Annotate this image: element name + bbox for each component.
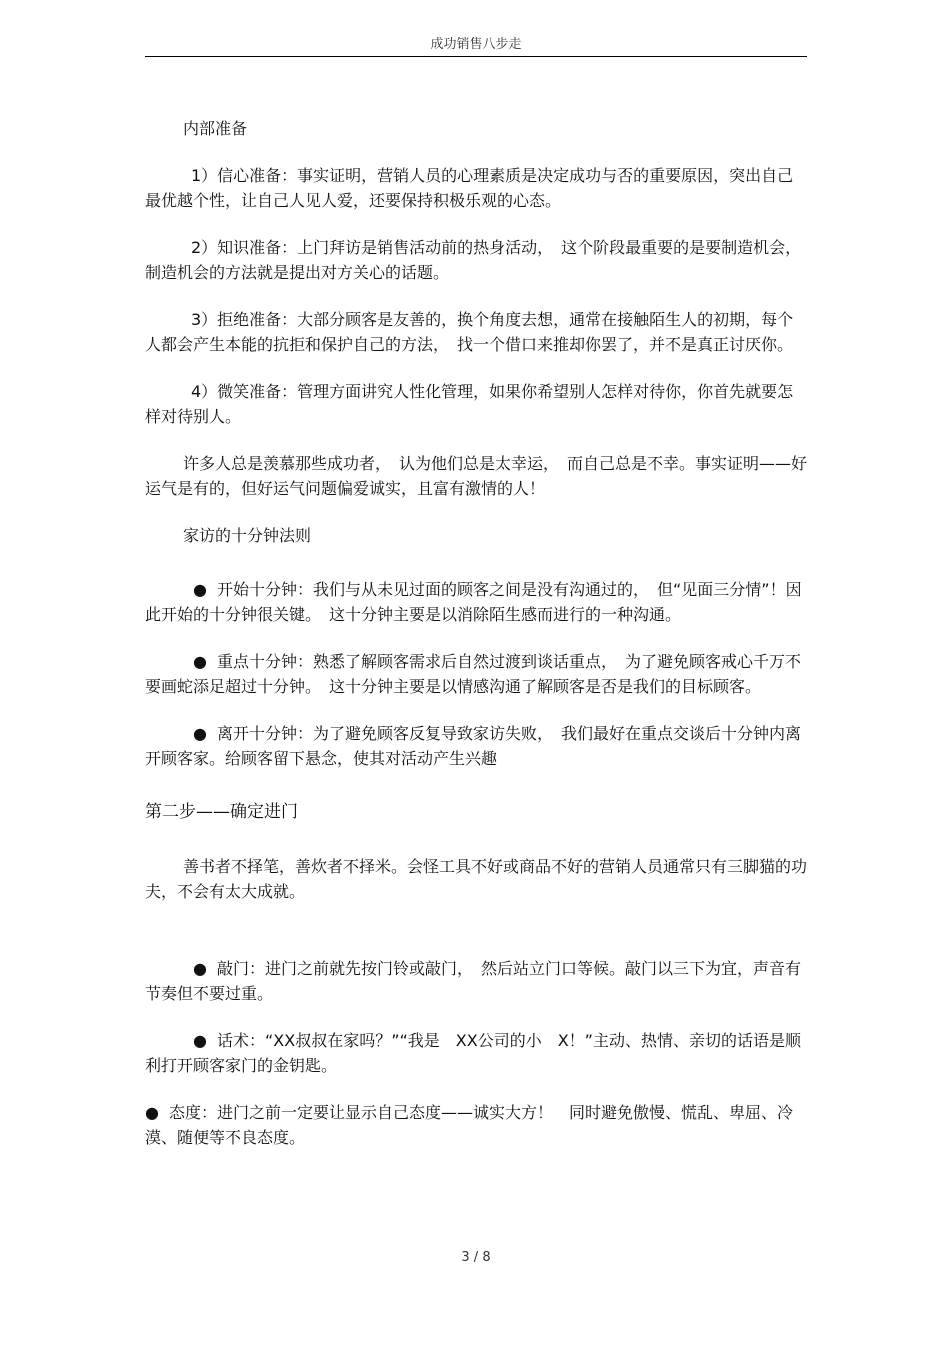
list-item-knock <box>145 956 807 1006</box>
list-item-text: 话术：“XX叔叔在家吗？”“我是 XX公司的小 X！”主动、热情、亲切的话语是顺利打开顾客家门的金钥匙。 <box>145 1031 801 1075</box>
list-item-attitude <box>145 1100 807 1150</box>
list-item-text: 重点十分钟：熟悉了解顾客需求后自然过渡到谈话重点， 为了避免顾客戒心千万不要画蛇添足超过十分钟。 这十分钟主要是以情感沟通了解顾客是否是我们的目标顾客。 <box>145 652 802 696</box>
paragraph-smile-prep: 4）微笑准备：管理方面讲究人性化管理，如果你希望别人怎样对待你，你首先就要怎样对待别人。 <box>145 382 794 426</box>
paragraph-knowledge-prep: 2）知识准备：上门拜访是销售活动前的热身活动， 这个阶段最重要的是要制造机会，制造机会的方法就是提出对方关心的话题。 <box>145 238 802 282</box>
list-item-opening <box>145 577 807 627</box>
heading-step-two: 第二步——确定进门 <box>145 802 298 822</box>
list-item-leaving <box>145 721 807 771</box>
list-item-text: 态度：进门之前一定要让显示自己态度——诚实大方！ 同时避免傲慢、慌乱、卑屈、冷漠、随便等不良态度。 <box>145 1103 794 1147</box>
list-item-text: 离开十分钟：为了避免顾客反复导致家访失败， 我们最好在重点交谈后十分钟内离开顾客家。给顾客留下悬念，使其对活动产生兴趣 <box>145 724 802 768</box>
section-title-internal-prep: 内部准备 <box>183 119 248 138</box>
paragraph-rejection-prep: 3）拒绝准备：大部分顾客是友善的，换个角度去想，通常在接触陌生人的初期，每个人都会产生本能的抗拒和保护自己的方法， 找一个借口来推却你罢了，并不是真正讨厌你。 <box>145 310 794 354</box>
bullet-icon: ● <box>145 1103 159 1122</box>
document-body <box>145 116 807 1150</box>
page-header-title: 成功销售八步走 <box>430 37 522 52</box>
section-title-ten-minute-rule: 家访的十分钟法则 <box>183 526 312 545</box>
bullet-icon: ● <box>193 1031 207 1050</box>
page-number: 3 / 8 <box>461 1250 491 1265</box>
bullet-icon: ● <box>193 652 207 671</box>
paragraph-luck: 许多人总是羡慕那些成功者， 认为他们总是太幸运， 而自己总是不幸。事实证明——好运气是有的，但好运气问题偏爱诚实，且富有激情的人！ <box>145 454 808 498</box>
bullet-icon: ● <box>193 959 207 978</box>
paragraph-confidence-prep: 1）信心准备：事实证明，营销人员的心理素质是决定成功与否的重要原因，突出自己最优越个性，让自己人见人爱，还要保持积极乐观的心态。 <box>145 166 794 210</box>
list-item-script <box>145 1028 807 1078</box>
list-item-text: 开始十分钟：我们与从未见过面的顾客之间是没有沟通过的， 但“见面三分情”！因此开始的十分钟很关键。 这十分钟主要是以消除陌生感而进行的一种沟通。 <box>145 580 802 624</box>
list-item-text: 敲门：进门之前就先按门铃或敲门， 然后站立门口等候。敲门以三下为宜，声音有节奏但不要过重。 <box>145 959 802 1003</box>
header-divider <box>145 56 807 57</box>
list-item-key <box>145 649 807 699</box>
paragraph-good-writer: 善书者不择笔，善炊者不择米。会怪工具不好或商品不好的营销人员通常只有三脚猫的功夫，不会有太大成就。 <box>145 857 808 901</box>
bullet-icon: ● <box>193 580 207 599</box>
bullet-icon: ● <box>193 724 207 743</box>
